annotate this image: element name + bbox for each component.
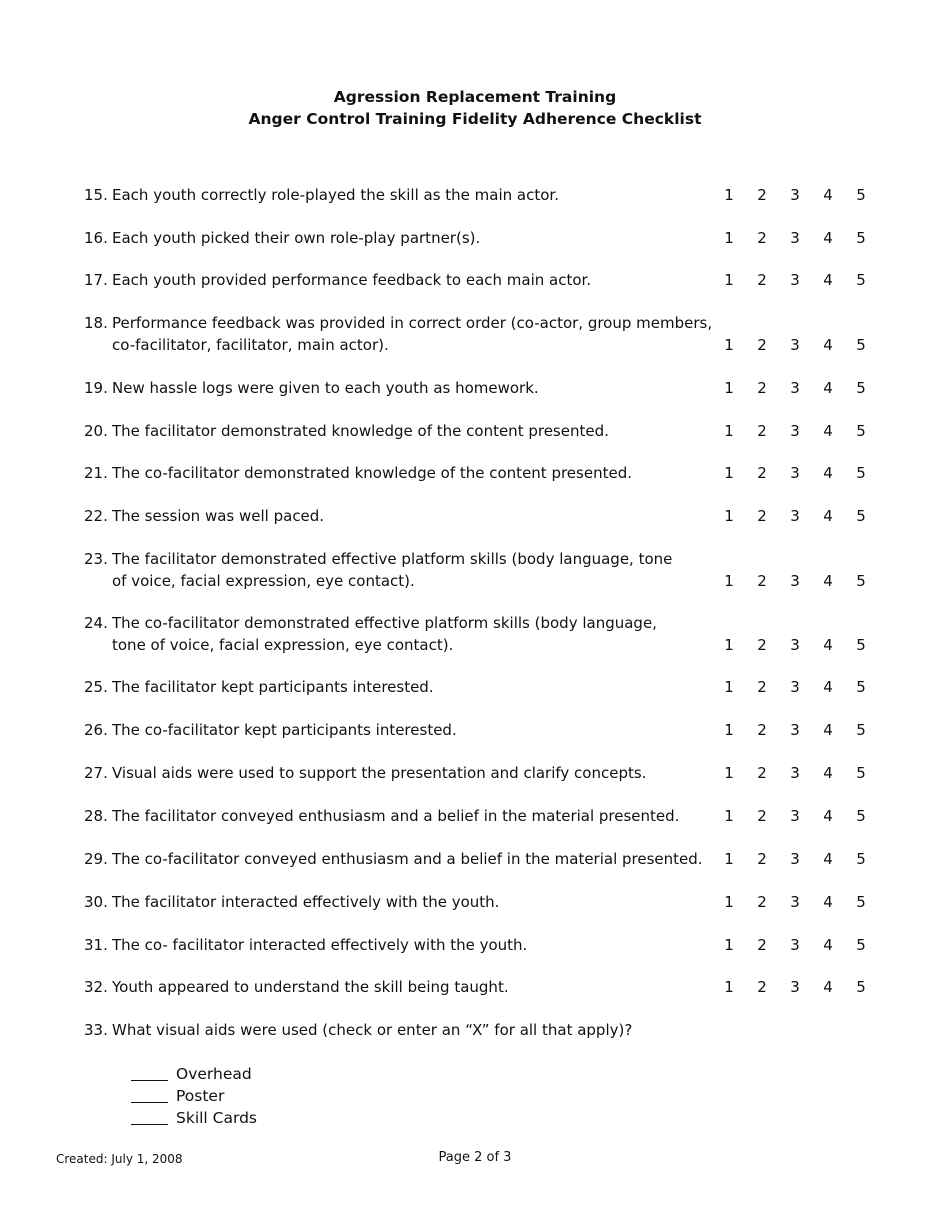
rating-option[interactable]: 1 [724, 978, 734, 996]
rating-option[interactable]: 1 [724, 422, 734, 440]
rating-option[interactable]: 1 [724, 507, 734, 525]
rating-option[interactable]: 4 [823, 764, 833, 782]
item-text-line: The co-facilitator kept participants interested. [112, 721, 457, 739]
item-text-line: Each youth provided performance feedback to each main actor. [112, 271, 592, 289]
item-text-line: The co- facilitator interacted effectively with the youth. [112, 936, 528, 954]
item-text-line: co-facilitator, facilitator, main actor). [112, 336, 389, 354]
rating-option[interactable]: 4 [823, 636, 833, 654]
rating-option[interactable]: 1 [724, 678, 734, 696]
rating-option[interactable]: 5 [856, 464, 866, 482]
item-number: 18. [84, 314, 108, 332]
rating-option[interactable]: 5 [856, 507, 866, 525]
item-number: 25. [84, 678, 108, 696]
rating-option[interactable]: 5 [856, 936, 866, 954]
item-text-line: of voice, facial expression, eye contact). [112, 572, 415, 590]
rating-scale [721, 227, 881, 249]
rating-option[interactable]: 2 [757, 186, 767, 204]
rating-scale [721, 570, 881, 592]
rating-option[interactable]: 3 [790, 850, 800, 868]
rating-option[interactable]: 3 [790, 186, 800, 204]
item-text-line: The session was well paced. [112, 507, 325, 525]
item-text [112, 420, 712, 442]
item-text [112, 676, 712, 698]
rating-option[interactable]: 4 [823, 572, 833, 590]
rating-option[interactable]: 1 [724, 893, 734, 911]
rating-option[interactable]: 1 [724, 807, 734, 825]
rating-scale [721, 420, 881, 442]
rating-option[interactable]: 3 [790, 678, 800, 696]
item-text [112, 891, 712, 913]
rating-option[interactable]: 4 [823, 978, 833, 996]
item-text-line: Youth appeared to understand the skill being taught. [112, 978, 509, 996]
rating-scale [721, 184, 881, 206]
rating-option[interactable]: 5 [856, 572, 866, 590]
item-text [112, 719, 712, 741]
rating-option[interactable]: 2 [757, 336, 767, 354]
item-number: 29. [84, 850, 108, 868]
item-text [112, 848, 712, 870]
rating-option[interactable]: 1 [724, 379, 734, 397]
item-text [112, 377, 712, 399]
rating-option[interactable]: 4 [823, 186, 833, 204]
rating-option[interactable]: 1 [724, 186, 734, 204]
rating-option[interactable]: 1 [724, 572, 734, 590]
rating-option[interactable]: 1 [724, 271, 734, 289]
rating-option[interactable]: 2 [757, 422, 767, 440]
rating-option[interactable]: 4 [823, 422, 833, 440]
rating-option[interactable]: 5 [856, 379, 866, 397]
item-text [112, 505, 712, 527]
rating-option[interactable]: 5 [856, 636, 866, 654]
rating-option[interactable]: 1 [724, 336, 734, 354]
rating-option[interactable]: 1 [724, 229, 734, 247]
rating-option[interactable]: 3 [790, 893, 800, 911]
rating-scale [721, 762, 881, 784]
rating-option[interactable]: 4 [823, 336, 833, 354]
rating-scale [721, 505, 881, 527]
rating-option[interactable]: 2 [757, 271, 767, 289]
rating-option[interactable]: 3 [790, 636, 800, 654]
rating-option[interactable]: 1 [724, 636, 734, 654]
rating-option[interactable]: 2 [757, 850, 767, 868]
rating-option[interactable]: 5 [856, 978, 866, 996]
item-text-line: Visual aids were used to support the presentation and clarify concepts. [112, 764, 647, 782]
rating-option[interactable]: 4 [823, 936, 833, 954]
item-number: 23. [84, 550, 108, 568]
rating-option[interactable]: 4 [823, 850, 833, 868]
rating-option[interactable]: 4 [823, 893, 833, 911]
rating-option[interactable]: 3 [790, 229, 800, 247]
rating-option[interactable]: 3 [790, 271, 800, 289]
item-text [112, 462, 712, 484]
checkbox-blank[interactable] [131, 1080, 168, 1081]
rating-option[interactable]: 2 [757, 229, 767, 247]
created-date: Created: July 1, 2008 [56, 1152, 183, 1166]
item-text-line: tone of voice, facial expression, eye contact). [112, 636, 454, 654]
item-number: 17. [84, 271, 108, 289]
rating-scale [721, 334, 881, 356]
rating-scale [721, 269, 881, 291]
rating-option[interactable]: 3 [790, 572, 800, 590]
rating-option[interactable]: 2 [757, 379, 767, 397]
rating-option[interactable]: 3 [790, 507, 800, 525]
option-label: Poster [176, 1087, 225, 1105]
rating-scale [721, 848, 881, 870]
rating-option[interactable]: 5 [856, 850, 866, 868]
item-text-line: Performance feedback was provided in correct order (co-actor, group members, [112, 314, 713, 332]
item-text: What visual aids were used (check or enter an “X” for all that apply)? [112, 1021, 633, 1039]
item-text-line: The co-facilitator conveyed enthusiasm and a belief in the material presented. [112, 850, 703, 868]
rating-option[interactable]: 2 [757, 721, 767, 739]
item-number: 30. [84, 893, 108, 911]
rating-option[interactable]: 2 [757, 678, 767, 696]
item-number: 19. [84, 379, 108, 397]
item-text [112, 762, 712, 784]
item-text [112, 612, 712, 656]
rating-option[interactable]: 3 [790, 464, 800, 482]
rating-option[interactable]: 2 [757, 893, 767, 911]
rating-scale [721, 462, 881, 484]
checkbox-blank[interactable] [131, 1102, 168, 1103]
item-number: 22. [84, 507, 108, 525]
rating-option[interactable]: 3 [790, 422, 800, 440]
item-number: 27. [84, 764, 108, 782]
rating-option[interactable]: 3 [790, 379, 800, 397]
document-subtitle: Anger Control Training Fidelity Adherence Checklist [248, 110, 702, 128]
rating-option[interactable]: 3 [790, 721, 800, 739]
rating-scale [721, 805, 881, 827]
item-text-line: Each youth correctly role-played the skill as the main actor. [112, 186, 559, 204]
rating-option[interactable]: 2 [757, 978, 767, 996]
item-text [112, 227, 712, 249]
rating-option[interactable]: 5 [856, 271, 866, 289]
checkbox-blank[interactable] [131, 1124, 168, 1125]
item-text-line: The facilitator interacted effectively with the youth. [112, 893, 500, 911]
option-label: Skill Cards [176, 1109, 257, 1127]
item-text-line: The facilitator conveyed enthusiasm and a belief in the material presented. [112, 807, 680, 825]
item-text-line: Each youth picked their own role-play partner(s). [112, 229, 481, 247]
rating-option[interactable]: 1 [724, 764, 734, 782]
rating-option[interactable]: 3 [790, 936, 800, 954]
rating-option[interactable]: 4 [823, 271, 833, 289]
rating-option[interactable]: 3 [790, 807, 800, 825]
item-number: 32. [84, 978, 108, 996]
rating-option[interactable]: 5 [856, 336, 866, 354]
item-text [112, 805, 712, 827]
item-number: 28. [84, 807, 108, 825]
rating-option[interactable]: 1 [724, 850, 734, 868]
item-text-line: New hassle logs were given to each youth as homework. [112, 379, 539, 397]
item-text-line: The co-facilitator demonstrated effective platform skills (body language, [112, 614, 657, 632]
rating-option[interactable]: 2 [757, 572, 767, 590]
item-text [112, 548, 712, 592]
document-title: Agression Replacement Training [333, 88, 617, 106]
rating-option[interactable]: 5 [856, 807, 866, 825]
item-text [112, 269, 712, 291]
rating-option[interactable]: 2 [757, 936, 767, 954]
rating-option[interactable]: 4 [823, 678, 833, 696]
item-text [112, 934, 712, 956]
item-number: 33. [84, 1021, 108, 1039]
item-number: 21. [84, 464, 108, 482]
rating-option[interactable]: 2 [757, 507, 767, 525]
rating-option[interactable]: 5 [856, 186, 866, 204]
rating-scale [721, 719, 881, 741]
page-number: Page 2 of 3 [438, 1150, 512, 1165]
item-number: 24. [84, 614, 108, 632]
item-number: 16. [84, 229, 108, 247]
rating-option[interactable]: 3 [790, 978, 800, 996]
item-text-line: The facilitator demonstrated knowledge of the content presented. [112, 422, 609, 440]
rating-option[interactable]: 5 [856, 721, 866, 739]
item-number: 31. [84, 936, 108, 954]
item-text-line: The facilitator demonstrated effective platform skills (body language, tone [112, 550, 673, 568]
rating-scale [721, 676, 881, 698]
item-text-line: The facilitator kept participants interested. [112, 678, 434, 696]
rating-option[interactable]: 2 [757, 464, 767, 482]
rating-option[interactable]: 4 [823, 807, 833, 825]
rating-option[interactable]: 5 [856, 229, 866, 247]
rating-scale [721, 634, 881, 656]
item-text [112, 312, 712, 356]
rating-option[interactable]: 5 [856, 764, 866, 782]
rating-option[interactable]: 2 [757, 807, 767, 825]
item-number: 15. [84, 186, 108, 204]
rating-scale [721, 891, 881, 913]
item-text-line: The co-facilitator demonstrated knowledge of the content presented. [112, 464, 632, 482]
rating-option[interactable]: 4 [823, 721, 833, 739]
rating-option[interactable]: 1 [724, 464, 734, 482]
option-label: Overhead [176, 1065, 252, 1083]
item-number: 20. [84, 422, 108, 440]
rating-option[interactable]: 5 [856, 678, 866, 696]
rating-option[interactable]: 1 [724, 721, 734, 739]
item-text [112, 976, 712, 998]
rating-scale [721, 976, 881, 998]
rating-scale [721, 377, 881, 399]
rating-option[interactable]: 5 [856, 422, 866, 440]
rating-scale [721, 934, 881, 956]
rating-option[interactable]: 4 [823, 379, 833, 397]
rating-option[interactable]: 3 [790, 764, 800, 782]
rating-option[interactable]: 5 [856, 893, 866, 911]
rating-option[interactable]: 1 [724, 936, 734, 954]
rating-option[interactable]: 4 [823, 229, 833, 247]
rating-option[interactable]: 4 [823, 464, 833, 482]
item-number: 26. [84, 721, 108, 739]
item-text [112, 184, 712, 206]
rating-option[interactable]: 3 [790, 336, 800, 354]
rating-option[interactable]: 2 [757, 636, 767, 654]
rating-option[interactable]: 4 [823, 507, 833, 525]
rating-option[interactable]: 2 [757, 764, 767, 782]
